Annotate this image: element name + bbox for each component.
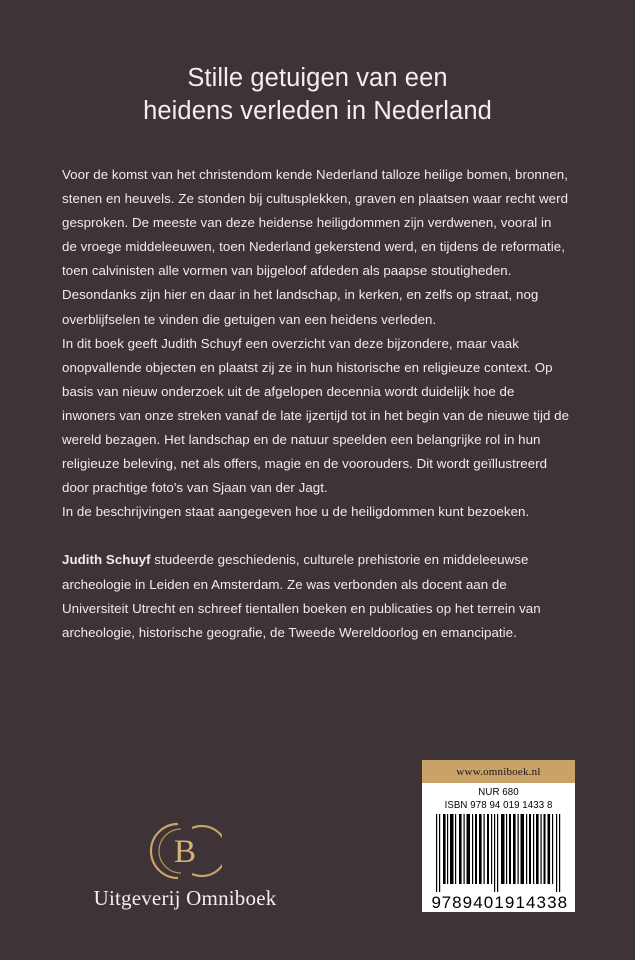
- publisher-website: www.omniboek.nl: [422, 760, 575, 783]
- book-title-line-1: Stille getuigen van een: [187, 64, 448, 92]
- ean-digits: [431, 892, 567, 912]
- author-bio-text: studeerde geschiedenis, culturele prehistorie en middeleeuwse archeologie in Leiden en Amsterdam. Ze was verbonden als docent aan de Universiteit Utrecht en schreef tientallen boeken en publicaties op het terrein van archeologie, historische geografie, de Tweede Wereldoorlog en emancipatie.: [62, 552, 541, 640]
- book-title-line-2: heidens verleden in Nederland: [143, 97, 492, 125]
- blurb-paragraph-3: In de beschrijvingen staat aangegeven hoe u de heiligdommen kunt bezoeken.: [62, 504, 530, 520]
- omniboek-logo-icon: [148, 818, 222, 884]
- blurb-paragraph-2: In dit boek geeft Judith Schuyf een overzicht van deze bijzondere, maar vaak onopvallende objecten en plaatst zij ze in hun historische en religieuze context. Op basis van nieuw onderzoek uit de afgelopen decennia wordt duidelijk hoe de inwoners van onze streken vanaf de late ijzertijd tot in het begin van de nieuwe tijd de wereld bezagen. Het landschap en de natuur speelden een belangrijke rol in hun religieuze beleving, net als offers, magie en de voorouders. Dit wordt geïllustreerd door prachtige foto's van Sjaan van der Jagt.: [62, 335, 570, 496]
- publisher-name: Uitgeverij Omniboek: [93, 886, 277, 910]
- author-name: Judith Schuyf: [62, 552, 151, 568]
- barcode-panel: [422, 760, 575, 912]
- book-title: [0, 62, 635, 128]
- ean-digit-group-left: 9: [431, 893, 442, 912]
- publisher-block: [60, 818, 310, 911]
- blurb-paragraph-1: Voor de komst van het christendom kende Nederland talloze heilige bomen, bronnen, stenen en heuvels. Ze stonden bij cultusplekken, graven en plaatsen waar recht werd gesproken. De meeste van deze heidense heiligdommen zijn verdwenen, vooral in de vroege middeleeuwen, toen Nederland gekerstend werd, en tijdens de reformatie, toen calvinisten alle vormen van bijgeloof afdeden als paapse stoutigheden. Desondanks zijn hier en daar in het landschap, in kerken, en zelfs op straat, nog overblijfselen te vinden die getuigen van een heidens verleden.: [62, 167, 569, 327]
- isbn-code: ISBN 978 94 019 1433 8: [444, 798, 553, 811]
- barcode-body: [422, 783, 575, 912]
- book-blurb: [62, 163, 570, 645]
- logo-letter-b: B: [173, 834, 197, 870]
- ean-digit-group-middle: 789401: [441, 893, 505, 912]
- ean-digit-group-right: 914338: [504, 893, 569, 912]
- nur-code: NUR 680: [478, 786, 519, 798]
- author-bio: [62, 548, 570, 644]
- ean-barcode-icon: [435, 814, 563, 892]
